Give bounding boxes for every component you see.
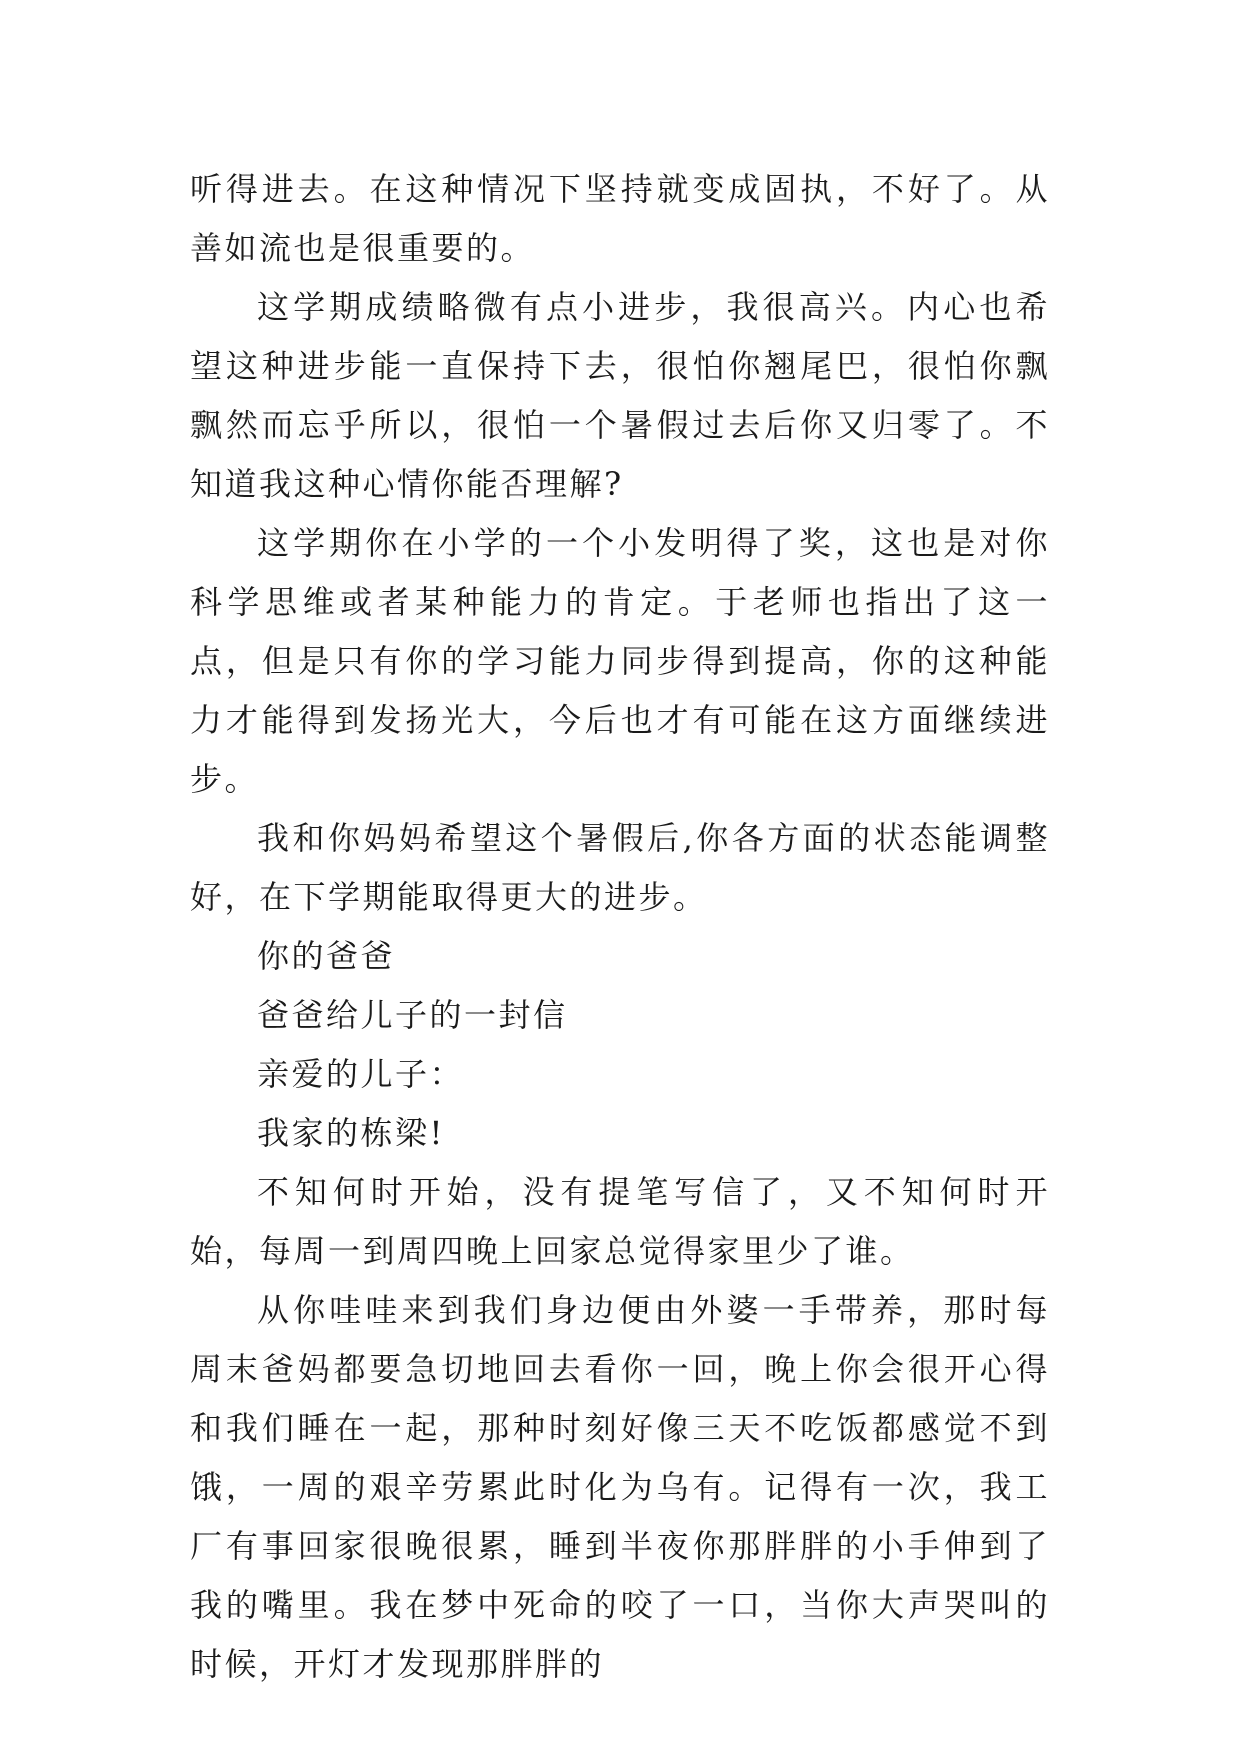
paragraph-3: 这学期你在小学的一个小发明得了奖，这也是对你科学思维或者某种能力的肯定。于老师也指出了这一点，但是只有你的学习能力同步得到提高，你的这种能力才能得到发扬光大，今后也才有可能在这方面继续进步。 xyxy=(190,524,1050,798)
paragraph-1: 听得进去。在这种情况下坚持就变成固执，不好了。从善如流也是很重要的。 xyxy=(190,170,1050,267)
signature-line: 你的爸爸 xyxy=(257,937,396,975)
paragraph-9: 不知何时开始，没有提笔写信了，又不知何时开始，每周一到周四晚上回家总觉得家里少了谁。 xyxy=(190,1173,1050,1270)
letter-body xyxy=(190,160,1050,1694)
greeting-line: 我家的栋梁! xyxy=(257,1114,445,1152)
salutation: 亲爱的儿子： xyxy=(257,1055,465,1093)
paragraph-10: 从你哇哇来到我们身边便由外婆一手带养，那时每周末爸妈都要急切地回去看你一回，晚上你会很开心得和我们睡在一起，那种时刻好像三天不吃饭都感觉不到饿，一周的艰辛劳累此时化为乌有。记得有一次，我工厂有事回家很晚很累，睡到半夜你那胖胖的小手伸到了我的嘴里。我在梦中死命的咬了一口，当你大声哭叫的时候，开灯才发现那胖胖的 xyxy=(190,1291,1050,1683)
paragraph-2: 这学期成绩略微有点小进步，我很高兴。内心也希望这种进步能一直保持下去，很怕你翘尾巴，很怕你飘飘然而忘乎所以，很怕一个暑假过去后你又归零了。不知道我这种心情你能否理解? xyxy=(190,288,1050,503)
letter-title: 爸爸给儿子的一封信 xyxy=(257,996,568,1034)
paragraph-4: 我和你妈妈希望这个暑假后,你各方面的状态能调整好，在下学期能取得更大的进步。 xyxy=(190,819,1050,916)
